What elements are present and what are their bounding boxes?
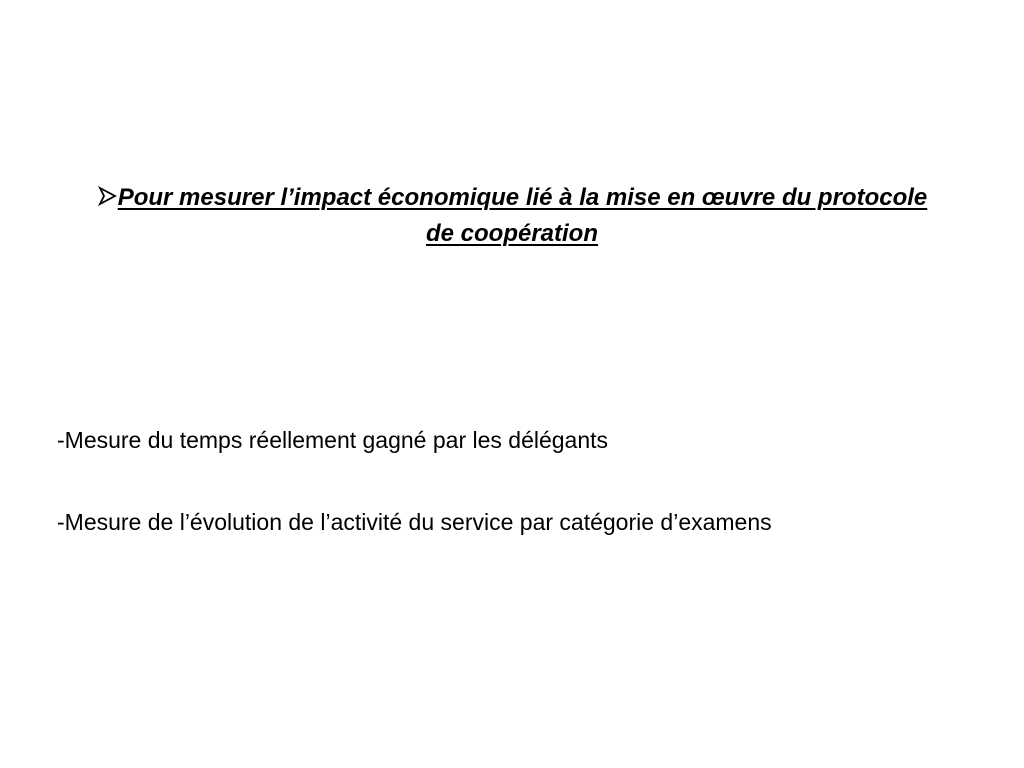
bullet-item: -Mesure de l’évolution de l’activité du service par catégorie d’examens <box>57 509 772 535</box>
bullet-item: -Mesure du temps réellement gagné par les délégants <box>57 427 609 453</box>
arrow-bullet-icon <box>97 186 117 206</box>
bullet-list <box>57 424 997 538</box>
slide-title-text: Pour mesurer l’impact économique lié à la mise en œuvre du protocole de coopération <box>117 184 928 247</box>
slide-title <box>80 180 944 252</box>
